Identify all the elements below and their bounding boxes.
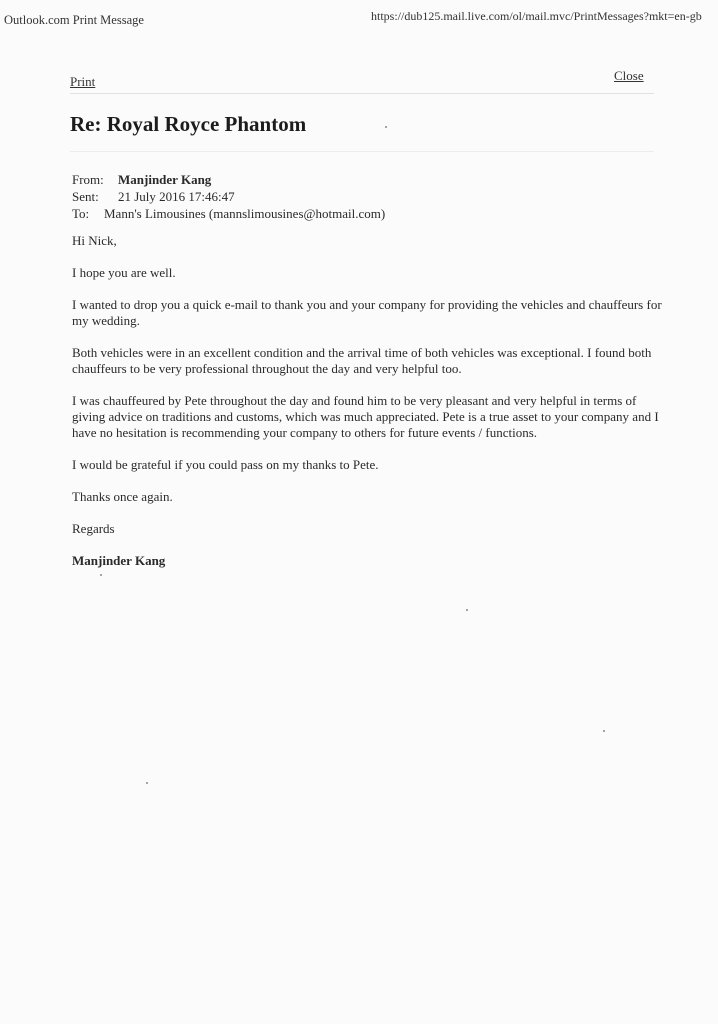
body-paragraph: I hope you are well.	[72, 265, 176, 280]
scan-speck	[466, 609, 468, 611]
divider	[70, 151, 654, 152]
sent-value: 21 July 2016 17:46:47	[118, 189, 235, 204]
window-title: Outlook.com Print Message	[4, 13, 144, 27]
sent-label: Sent:	[72, 189, 99, 204]
to-row	[72, 205, 385, 222]
body-paragraph: Hi Nick,	[72, 233, 117, 248]
from-label: From:	[72, 172, 104, 187]
from-row	[72, 171, 385, 188]
message-header	[72, 171, 385, 222]
to-value: Mann's Limousines (mannslimousines@hotmail.com)	[104, 206, 386, 221]
print-link[interactable]: Print	[70, 74, 96, 89]
message-body	[72, 233, 662, 585]
message-subject: Re: Royal Royce Phantom	[70, 112, 307, 136]
scan-speck	[100, 574, 102, 576]
scan-speck	[146, 782, 148, 784]
scan-speck	[385, 126, 387, 128]
signature: Manjinder Kang	[72, 553, 166, 568]
page-url: https://dub125.mail.live.com/ol/mail.mvc/PrintMessages?mkt=en-gb	[371, 9, 702, 23]
body-paragraph: I wanted to drop you a quick e-mail to thank you and your company for providing the vehicles and chauffeurs for my wedding.	[72, 297, 662, 328]
closing: Regards	[72, 521, 115, 536]
from-value: Manjinder Kang	[118, 172, 212, 187]
divider	[70, 93, 654, 94]
body-paragraph: Both vehicles were in an excellent condition and the arrival time of both vehicles was exceptional. I found both chauffeurs to be very professional throughout the day and very helpful too.	[72, 345, 652, 376]
scan-speck	[603, 730, 605, 732]
body-paragraph: Thanks once again.	[72, 489, 173, 504]
body-paragraph: I was chauffeured by Pete throughout the day and found him to be very pleasant and very helpful in terms of giving advice on traditions and customs, which was much appreciated. Pete is a true asset to your company and I have no hesitation is recommending your company to others for future events / functions.	[72, 393, 659, 440]
sent-row	[72, 188, 385, 205]
to-label: To:	[72, 206, 90, 221]
close-link[interactable]: Close	[614, 68, 644, 83]
body-paragraph: I would be grateful if you could pass on my thanks to Pete.	[72, 457, 379, 472]
